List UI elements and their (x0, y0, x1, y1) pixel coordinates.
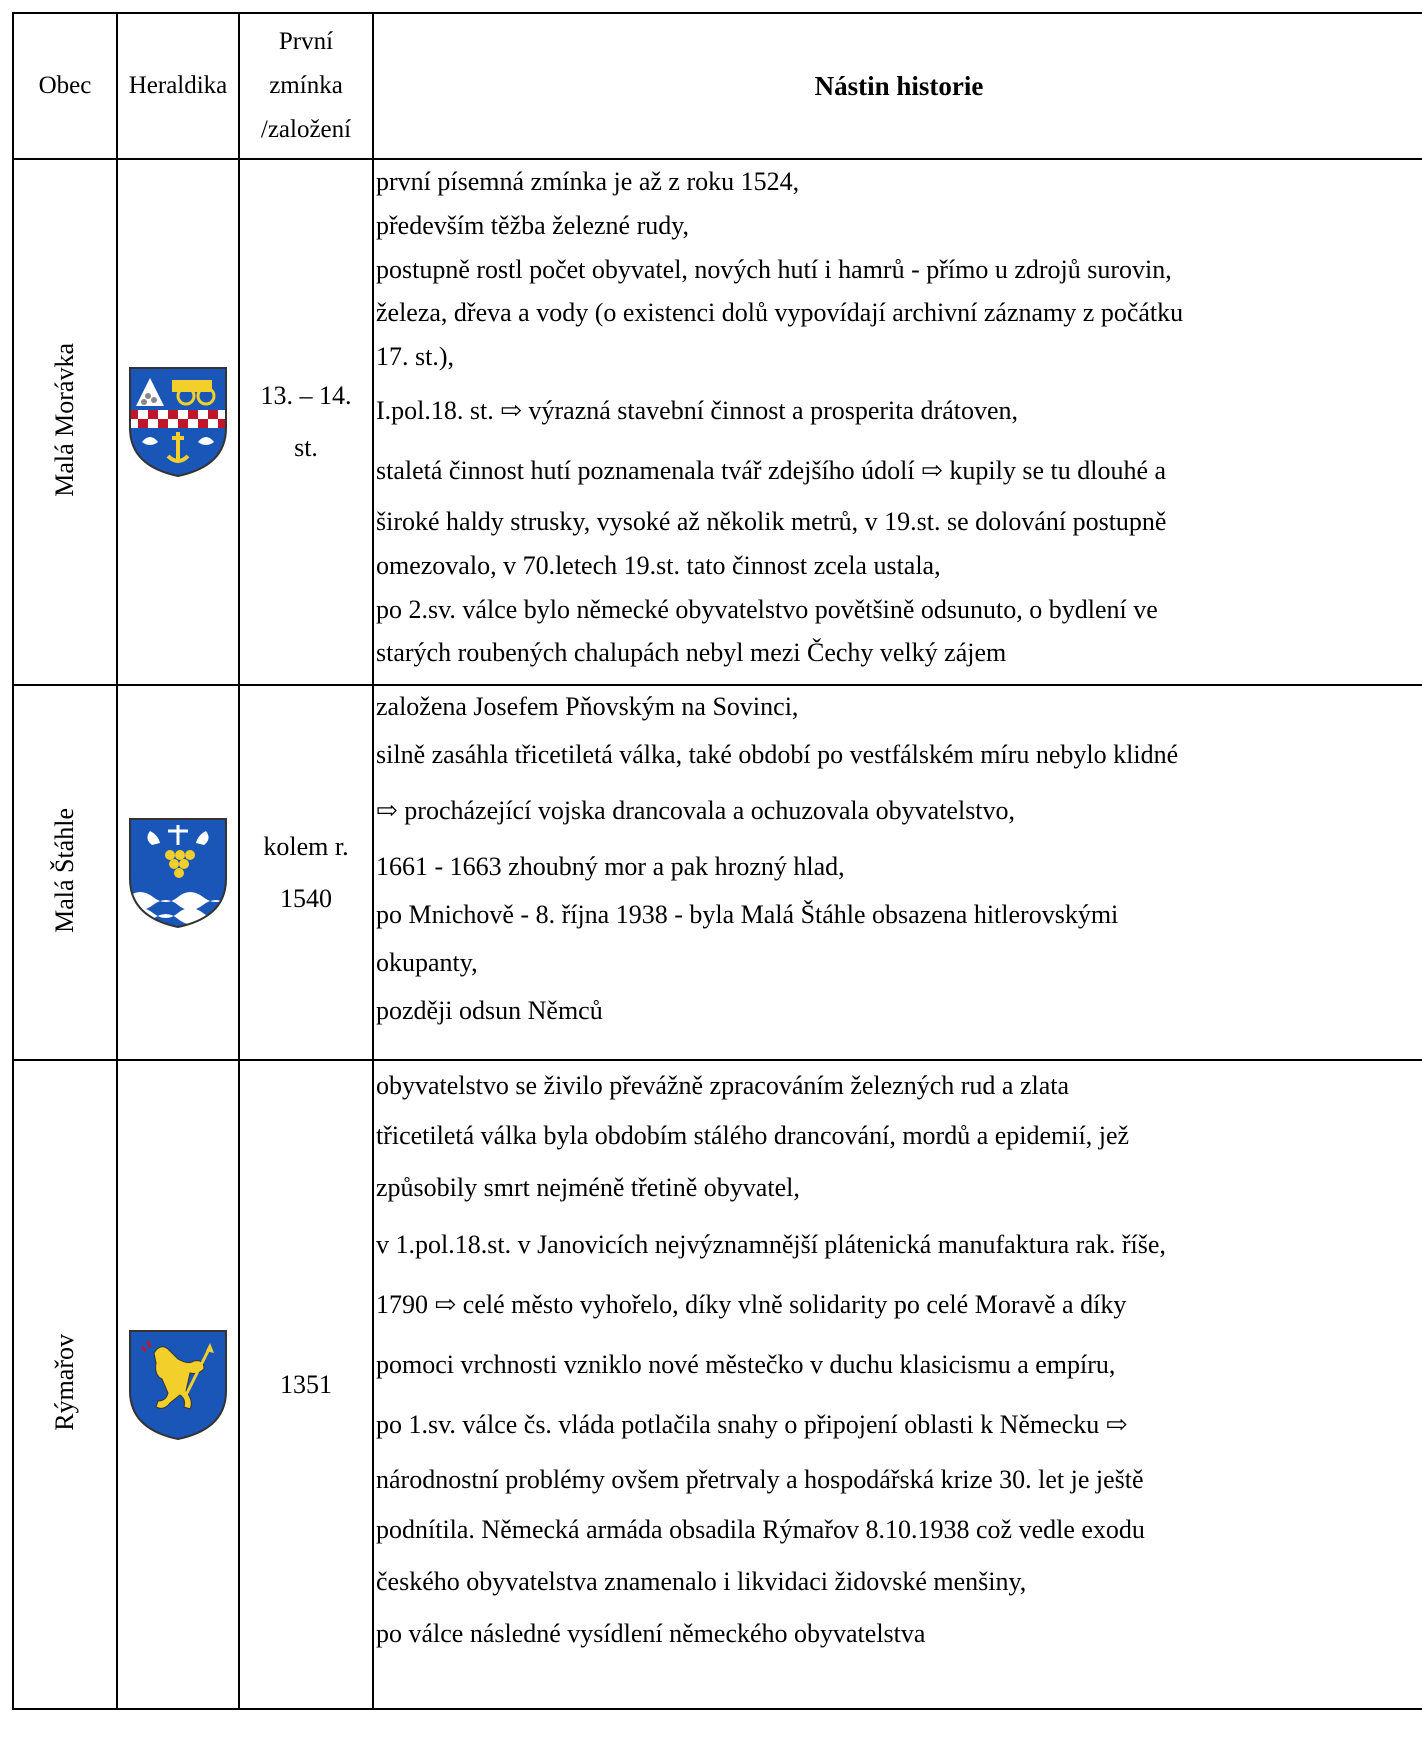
historie-line: především těžba železné rudy, (376, 210, 690, 240)
obec-cell (13, 1060, 117, 1709)
zminka-cell (239, 159, 373, 685)
obec-cell (13, 159, 117, 685)
historie-line: 1661 - 1663 zhoubný mor a pak hrozný hlad, (376, 852, 845, 881)
historie-line: ⇨ procházející vojska drancovala a ochuzovala obyvatelstvo, (376, 796, 1016, 825)
table-row (13, 685, 1422, 1060)
table-row (13, 159, 1422, 685)
historie-line: po 2.sv. válce bylo německé obyvatelstvo povětšině odsunuto, o bydlení ve (376, 594, 1158, 624)
zminka-line: 1351 (280, 1369, 332, 1399)
historie-line: obyvatelstvo se živilo převážně zpracováním železných rud a zlata (376, 1071, 1070, 1100)
zminka-line: 1540 (280, 883, 332, 913)
obec-cell (13, 685, 117, 1060)
header-historie: Nástin historie (373, 13, 1422, 159)
historie-line: okupanty, (376, 948, 478, 977)
zminka-cell (239, 685, 373, 1060)
historie-line: postupně rostl počet obyvatel, nových hutí i hamrů - přímo u zdrojů surovin, (376, 254, 1172, 284)
heraldika-cell (117, 1060, 239, 1709)
historie-line: později odsun Němců (376, 996, 603, 1025)
historie-cell (373, 685, 1422, 1060)
historie-line: starých roubených chalupách nebyl mezi Čechy velký zájem (376, 638, 1007, 668)
historie-line: národnostní problémy ovšem přetrvaly a hospodářská krize 30. let je ještě (376, 1465, 1144, 1494)
history-table (12, 12, 1422, 1710)
historie-line: po válce následné vysídlení německého obyvatelstva (376, 1619, 926, 1648)
historie-line: po Mnichově - 8. října 1938 - byla Malá Štáhle obsazena hitlerovskými (376, 900, 1119, 929)
historie-line: 1790 ⇨ celé město vyhořelo, díky vlně solidarity po celé Moravě a díky (376, 1290, 1127, 1319)
historie-line: českého obyvatelstva znamenalo i likvidaci židovské menšiny, (376, 1567, 1027, 1596)
historie-line: podnítila. Německá armáda obsadila Rýmařov 8.10.1938 což vedle exodu (376, 1515, 1145, 1544)
header-zminka-line: /založení (260, 116, 352, 143)
historie-line: v 1.pol.18.st. v Janovicích nejvýznamnější plátenická manufaktura rak. říše, (376, 1230, 1166, 1259)
historie-line: I.pol.18. st. ⇨ výrazná stavební činnost a prosperita drátoven, (376, 395, 1019, 425)
header-zminka-line: zmínka (269, 72, 343, 99)
historie-line: široké haldy strusky, vysoké až několik metrů, v 19.st. se dolování postupně (376, 506, 1167, 536)
table-row (13, 1060, 1422, 1709)
header-heraldika: Heraldika (117, 13, 239, 159)
historie-line: založena Josefem Pňovským na Sovinci, (376, 692, 799, 721)
rymarov-coat-of-arms-icon (128, 1329, 228, 1441)
historie-line: železa, dřeva a vody (o existenci dolů vypovídají archivní záznamy z počátku (376, 298, 1184, 328)
mala-moravka-coat-of-arms-icon (128, 366, 228, 478)
obec-name: Rýmařov (50, 1333, 79, 1431)
historie-line: třicetiletá válka byla obdobím stálého drancování, mordů a epidemií, jež (376, 1121, 1130, 1150)
heraldika-cell (117, 685, 239, 1060)
header-obec: Obec (13, 13, 117, 159)
historie-line: staletá činnost hutí poznamenala tvář zdejšího údolí ⇨ kupily se tu dlouhé a (376, 455, 1167, 485)
historie-line: omezovalo, v 70.letech 19.st. tato činnost zcela ustala, (376, 550, 941, 580)
historie-line: pomoci vrchnosti vzniklo nové městečko v duchu klasicismu a empíru, (376, 1350, 1116, 1379)
header-zminka-line: První (278, 28, 334, 55)
zminka-cell (239, 1060, 373, 1709)
historie-cell (373, 159, 1422, 685)
historie-line: silně zasáhla třicetiletá válka, také období po vestfálském míru nebylo klidné (376, 740, 1179, 769)
historie-line: první písemná zmínka je až z roku 1524, (376, 167, 800, 196)
historie-line: po 1.sv. válce čs. vláda potlačila snahy o připojení oblasti k Německu ⇨ (376, 1410, 1128, 1439)
header-row (13, 13, 1422, 159)
header-zminka (239, 13, 373, 159)
historie-line: 17. st.), (376, 342, 454, 372)
obec-name: Malá Štáhle (50, 807, 79, 933)
heraldika-cell (117, 159, 239, 685)
zminka-line: st. (294, 433, 318, 462)
obec-name: Malá Morávka (50, 342, 79, 497)
zminka-line: kolem r. (263, 831, 349, 861)
historie-line: způsobily smrt nejméně třetině obyvatel, (376, 1173, 800, 1202)
mala-stahle-coat-of-arms-icon (128, 817, 228, 929)
historie-cell (373, 1060, 1422, 1709)
zminka-line: 13. – 14. (260, 381, 352, 410)
